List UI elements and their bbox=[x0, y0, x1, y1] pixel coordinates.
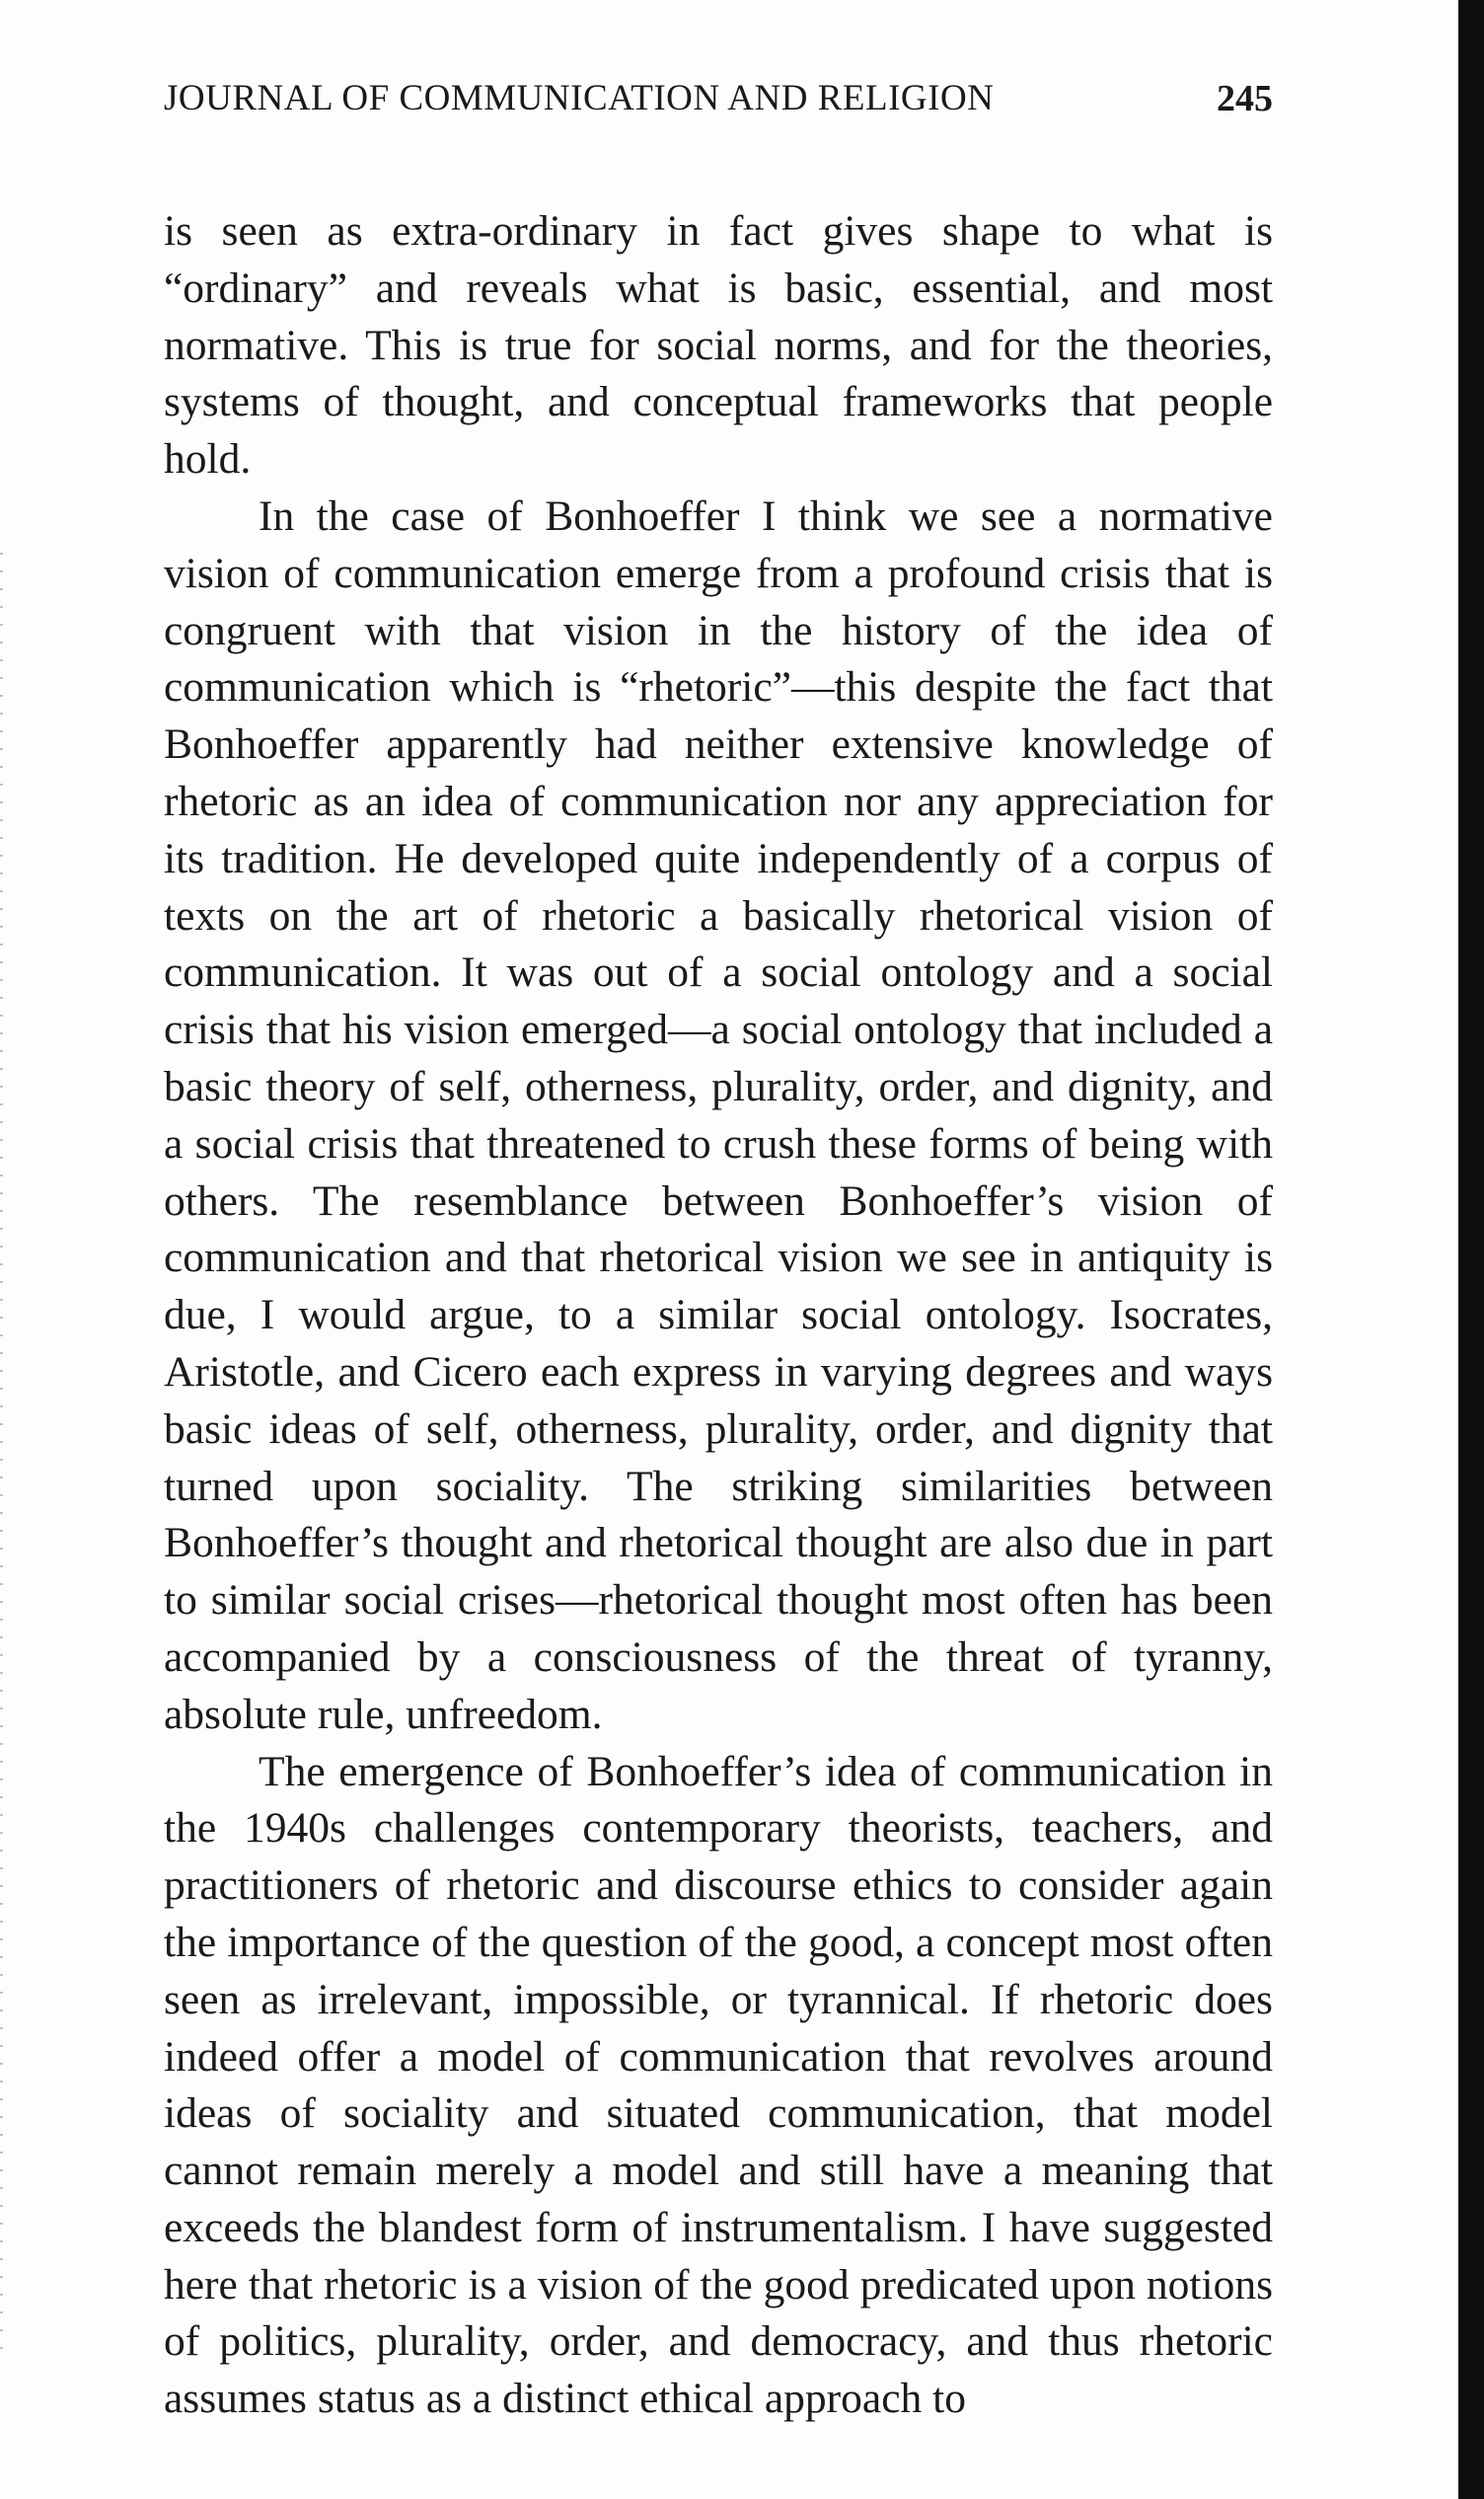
body-text bbox=[164, 203, 1273, 2428]
paragraph-emergence: The emergence of Bonhoeffer’s idea of communication in the 1940s challenges contemporary theorists, teachers, and practitioners of rhetoric and discourse ethics to consider again the importance of the question of the good, a concept most often seen as irrelevant, impossible, or tyrannical. If rhetoric does indeed offer a model of communication that revolves around ideas of sociality and situated communication, that model cannot remain merely a model and still have a meaning that exceeds the blandest form of instrumentalism. I have suggested here that rhetoric is a vision of the good predicated upon notions of politics, plurality, order, and democracy, and thus rhetoric assumes status as a distinct ethical approach to bbox=[164, 1747, 1273, 2423]
page-number: 245 bbox=[1217, 78, 1273, 119]
running-head: JOURNAL OF COMMUNICATION AND RELIGION bbox=[164, 78, 995, 118]
paragraph-continued: is seen as extra-ordinary in fact gives shape to what is “ordinary” and reveals what is basic, essential, and most normative. This is true for social norms, and for the theories, systems of thought, and conceptual frameworks that people hold. bbox=[164, 207, 1273, 484]
scan-edge-marks bbox=[0, 553, 3, 2349]
paragraph-bonhoeffer-crisis: In the case of Bonhoeffer I think we see a normative vision of communication emerge from a profound crisis that is congruent with that vision in the history of the idea of communication which is “rhetoric”—this despite the fact that Bonhoeffer apparently had neither extensive knowledge of rhetoric as an idea of communication nor any appreciation for its tradition. He developed quite independently of a corpus of texts on the art of rhetoric a basically rhetorical vision of communication. It was out of a social ontology and a social crisis that his vision emerged—a social ontology that included a basic theory of self, otherness, plurality, order, and dignity, and a social crisis that threatened to crush these forms of being with others. The resemblance between Bonhoeffer’s vision of communication and that rhetorical vision we see in antiquity is due, I would argue, to a similar social ontology. Isocrates, Aristotle, and Cicero each express in varying degrees and ways basic ideas of self, otherness, plurality, order, and dignity that turned upon sociality. The striking similarities between Bonhoeffer’s thought and rhetorical thought are also due in part to similar social crises—rhetorical thought most often has been accompanied by a consciousness of the threat of tyranny, absolute rule, unfreedom. bbox=[164, 492, 1273, 1738]
page-header bbox=[164, 77, 1273, 136]
scan-right-edge bbox=[1458, 0, 1484, 2499]
